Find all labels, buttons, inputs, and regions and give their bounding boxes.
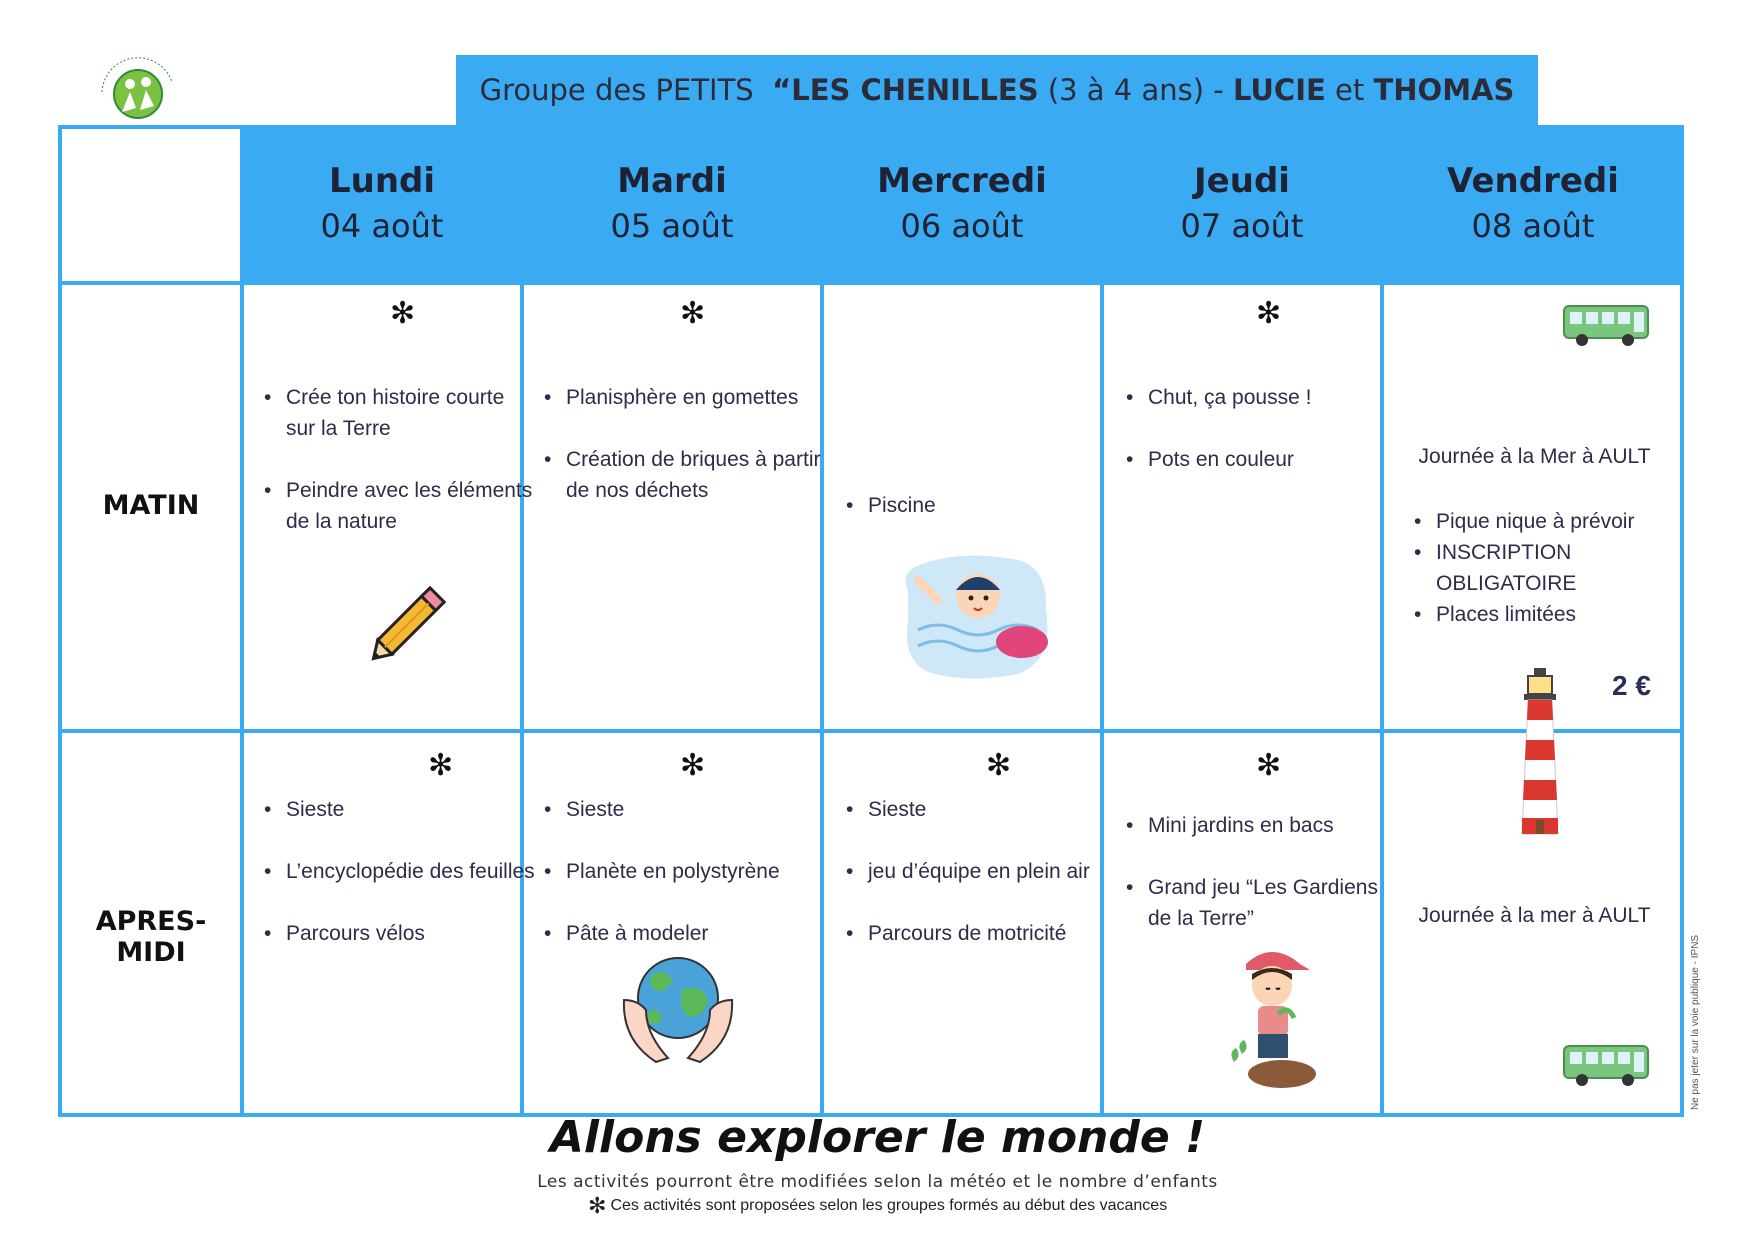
- day-name: Jeudi: [1194, 161, 1290, 201]
- list-item: • Parcours de motricité: [868, 918, 1108, 949]
- list-item: • Planisphère en gomettes: [566, 382, 841, 413]
- list-item: • Grand jeu “Les Gardiens de la Terre”: [1148, 872, 1398, 934]
- day-date: 05 août: [610, 207, 734, 245]
- day-header-mardi: [522, 125, 822, 283]
- day-header-jeudi: [1102, 125, 1382, 283]
- slogan: Allons explorer le monde !: [549, 1112, 1206, 1163]
- day-name: Mercredi: [877, 161, 1047, 201]
- title-leader1: LUCIE: [1232, 73, 1326, 107]
- list-item: • Création de briques à partir de nos déchets: [566, 444, 841, 506]
- row-label-morning: MATIN: [102, 490, 200, 521]
- day-date: 06 août: [900, 207, 1024, 245]
- star-icon: ✻: [986, 748, 1012, 783]
- title-leader2: THOMAS: [1373, 73, 1515, 107]
- pencil-icon: [358, 580, 454, 672]
- swimmer-icon: [898, 550, 1054, 682]
- grid-line: [1100, 281, 1104, 1117]
- side-note: Ne pas jeter sur la voie publique - IPNS: [1690, 934, 1701, 1110]
- list-item: • Piscine: [868, 490, 1108, 521]
- title-prefix: Groupe des PETITS: [479, 73, 754, 107]
- footer-star-note: [588, 1193, 1167, 1219]
- day-date: 04 août: [320, 207, 444, 245]
- title-age: (3 à 4 ans) -: [1047, 73, 1224, 107]
- logo: [92, 52, 184, 132]
- day-header-mercredi: [822, 125, 1102, 283]
- list-item: • Planète en polystyrène: [566, 856, 841, 887]
- list-item: • Peindre avec les éléments de la nature: [286, 475, 536, 537]
- activity-list-mercredi-morning: [844, 490, 1108, 552]
- list-item: • Pots en couleur: [1148, 444, 1398, 475]
- vendredi-morning-title: Journée à la Mer à AULT: [1418, 445, 1651, 468]
- list-item: • Sieste: [566, 794, 841, 825]
- bus-icon: [1562, 302, 1650, 348]
- price-badge: 2 €: [1612, 670, 1651, 701]
- footer-star-note-text: Ces activités sont proposées selon les groupes formés au début des vacances: [610, 1197, 1168, 1214]
- day-date: 07 août: [1180, 207, 1304, 245]
- vendredi-afternoon-title: Journée à la mer à AULT: [1418, 904, 1651, 927]
- star-icon: ✻: [428, 748, 454, 783]
- lighthouse-icon: [1512, 668, 1568, 840]
- list-item: • Chut, ça pousse !: [1148, 382, 1398, 413]
- star-icon: ✻: [680, 296, 706, 331]
- footer-note: Les activités pourront être modifiées selon la météo et le nombre d’enfants: [537, 1172, 1218, 1192]
- activity-list-jeudi-afternoon: [1124, 810, 1398, 965]
- activity-list-vendredi-morning: [1412, 506, 1691, 630]
- grid-line: [240, 125, 244, 1117]
- day-date: 08 août: [1471, 207, 1595, 245]
- list-item: • jeu d’équipe en plein air: [868, 856, 1108, 887]
- star-icon: ✻: [390, 296, 416, 331]
- title-bar: [456, 55, 1538, 125]
- list-item: • Parcours vélos: [286, 918, 536, 949]
- grid-line: [58, 125, 1684, 129]
- bus-icon: [1562, 1042, 1650, 1088]
- day-header-lundi: [242, 125, 522, 283]
- grid-line: [58, 281, 1684, 285]
- list-item: • Pâte à modeler: [566, 918, 841, 949]
- earth-hands-icon: [616, 950, 740, 1074]
- day-name: Lundi: [328, 161, 436, 201]
- list-item: • Sieste: [868, 794, 1108, 825]
- title-group: “LES CHENILLES: [772, 73, 1039, 107]
- list-item: • L’encyclopédie des feuilles: [286, 856, 536, 887]
- title-and: et: [1335, 73, 1365, 107]
- list-item: • Crée ton histoire courte sur la Terre: [286, 382, 536, 444]
- star-icon: ✻: [588, 1193, 607, 1218]
- activity-list-jeudi-morning: [1124, 382, 1398, 506]
- grid-line: [58, 729, 1684, 733]
- gardener-icon: [1222, 944, 1322, 1094]
- activity-list-mardi-morning: [542, 382, 841, 537]
- list-item: • INSCRIPTION OBLIGATOIRE: [1436, 537, 1691, 599]
- list-item: • Sieste: [286, 794, 536, 825]
- list-item: • Mini jardins en bacs: [1148, 810, 1398, 841]
- grid-line: [58, 125, 62, 1117]
- star-icon: ✻: [1256, 748, 1282, 783]
- star-icon: ✻: [1256, 296, 1282, 331]
- activity-list-mercredi-afternoon: [844, 794, 1108, 980]
- activity-list-lundi-afternoon: [262, 794, 536, 980]
- activity-list-lundi-morning: [262, 382, 536, 568]
- day-name: Mardi: [617, 161, 727, 201]
- star-icon: ✻: [680, 748, 706, 783]
- list-item: • Places limitées: [1436, 599, 1691, 630]
- list-item: • Pique nique à prévoir: [1436, 506, 1691, 537]
- day-header-vendredi: [1382, 125, 1684, 283]
- day-name: Vendredi: [1447, 161, 1619, 201]
- row-label-afternoon: APRES-MIDI: [95, 906, 207, 968]
